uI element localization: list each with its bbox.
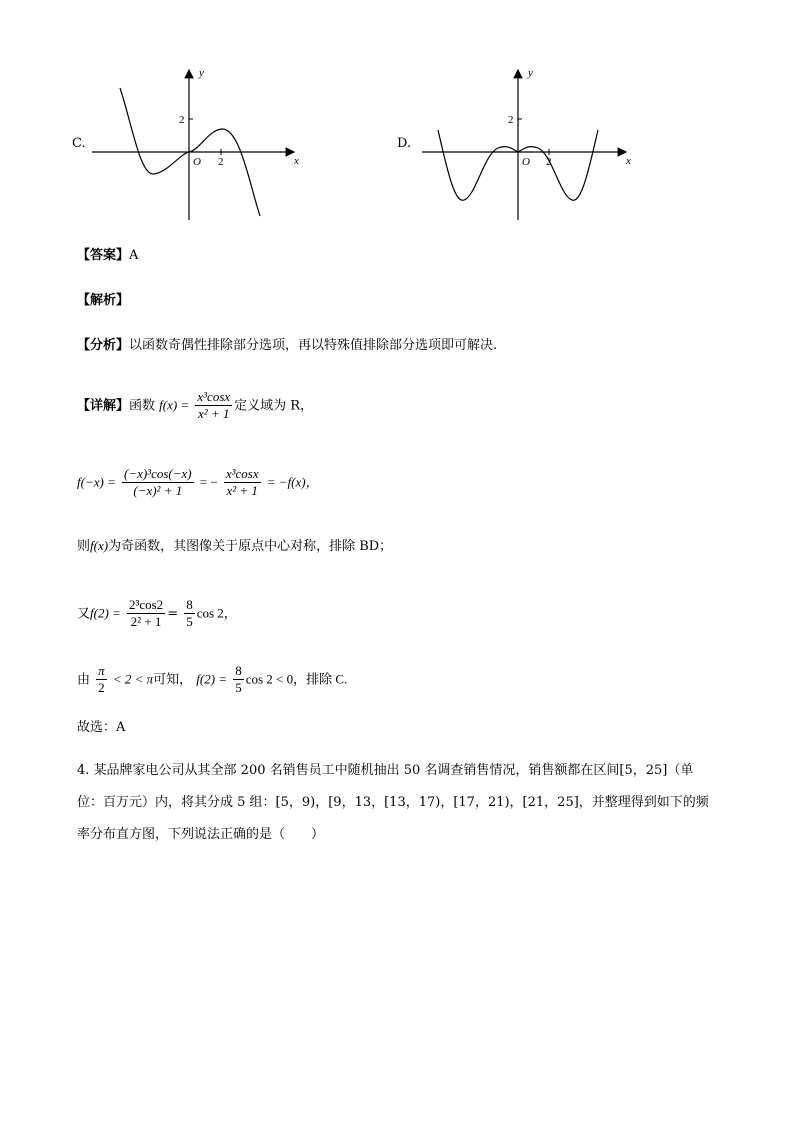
choose-line: 故选：A (77, 720, 126, 735)
fenxi-text: 以函数奇偶性排除部分选项，再以特殊值排除部分选项即可解决. (129, 338, 498, 353)
y-tick-c: 2 (179, 114, 185, 126)
detail-tag: 【详解】 (77, 398, 130, 414)
detail-line-2: f(−x) = $\frac{\text{(−x)³cos(−x)}}{\text{(−x)² + 1}}$ = − $\frac{\text{x³cosx}}{\text{x² + 1}}$ = −f(x)， (77, 466, 319, 499)
fraction-pi: $\frac{\pi}{2}$ (98, 663, 105, 696)
answer-value: A (129, 248, 139, 263)
answer-tag: 【答案】 (77, 248, 130, 263)
question4-line-2: 位：百万元）内，将其分成 5 组：[5，9)，[9，13，[13，17)，[17，21)，[21，25]，并整理得到如下的频 (77, 795, 709, 810)
fraction-2: $\frac{\text{(−x)³cos(−x)}}{\text{(−x)² + 1}}$ (123, 466, 192, 499)
option-d-graph (418, 64, 634, 224)
fenxi-tag: 【分析】 (77, 338, 130, 353)
fraction-6: $\frac{8}{5}$ (235, 663, 242, 696)
question4-line-3: 率分布直方图，下列说法正确的是（ ） (77, 827, 325, 842)
origin-d: O (522, 156, 530, 168)
option-c-graph (88, 64, 304, 224)
detail-line-5: 由 $\frac{\pi}{2}$ < 2 < π可知， f(2) = $\frac{8}{5}$ cos 2 < 0，排除 C. (77, 663, 348, 696)
x-label-d: x (626, 155, 631, 167)
fraction-5: $\frac{8}{5}$ (186, 597, 193, 630)
fenxi-line (77, 333, 497, 359)
fraction-3: $\frac{\text{x³cosx}}{\text{x² + 1}}$ (225, 466, 259, 499)
detail-line-1: 【详解】函数 f(x) = $\frac{\text{x³cosx}}{\text{x² + 1}}$ 定义域为 R， (77, 389, 314, 422)
x-tick-c: 2 (218, 156, 224, 168)
y-tick-d: 2 (508, 114, 514, 126)
option-c-label: C. (72, 136, 86, 151)
detail-line-4: 又f(2) = $\frac{\text{2³cos2}}{\text{2² + 1}}$ = $\frac{8}{5}$ cos 2， (77, 597, 237, 630)
analysis-heading: 【解析】 (77, 293, 130, 308)
question4-line-1: 4. 某品牌家电公司从其全部 200 名销售员工中随机抽出 50 名调查销售情况，销售额都在区间[5，25]（单 (77, 763, 694, 778)
fraction-4: $\frac{\text{2³cos2}}{\text{2² + 1}}$ (128, 597, 164, 630)
option-d-label: D. (397, 136, 412, 151)
x-tick-d: 2 (546, 156, 552, 168)
fraction-1: $\frac{\text{x³cosx}}{\text{x² + 1}}$ (197, 389, 231, 422)
x-label-c: x (294, 155, 299, 167)
y-label-d: y (528, 67, 533, 79)
origin-c: O (193, 156, 201, 168)
y-label-c: y (199, 67, 204, 79)
detail-line-3: 则f(x)为奇函数，其图像关于原点中心对称，排除 BD； (77, 538, 393, 554)
answer-line (77, 243, 138, 269)
